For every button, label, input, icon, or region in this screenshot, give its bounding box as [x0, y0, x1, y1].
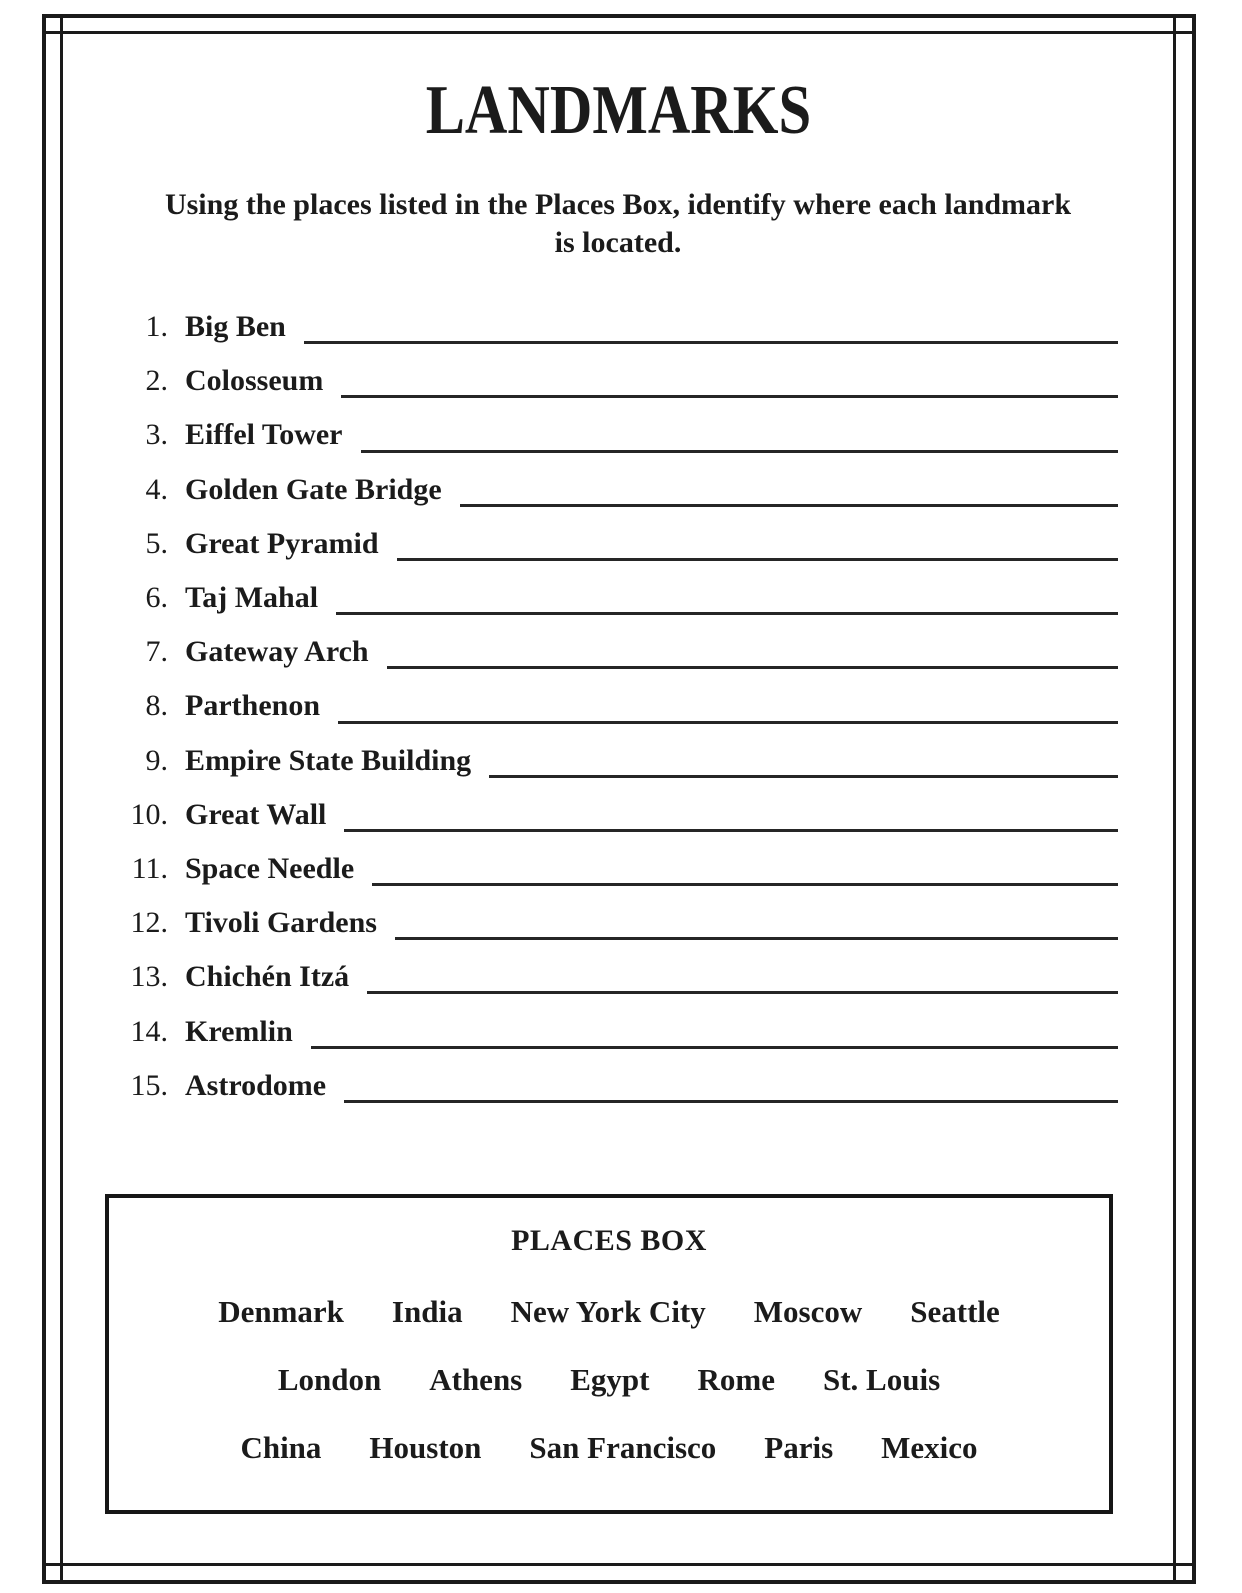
question-number: 8. — [145, 689, 168, 723]
answer-blank-line — [367, 991, 1118, 994]
question-label: Kremlin — [185, 1014, 293, 1048]
question-number: 7. — [145, 635, 168, 669]
answer-blank-line — [341, 395, 1118, 398]
answer-blank-line — [336, 612, 1118, 615]
place-name: Athens — [429, 1362, 523, 1397]
places-row — [109, 1294, 1109, 1330]
question-number: 11. — [131, 851, 168, 885]
question-label: Chichén Itzá — [185, 960, 350, 994]
question-number: 1. — [145, 310, 168, 344]
question-row — [100, 625, 1118, 679]
answer-blank-line — [460, 504, 1118, 507]
question-number: 14. — [130, 1014, 168, 1048]
question-row — [100, 571, 1118, 625]
place-name: Egypt — [570, 1362, 650, 1397]
page-title — [63, 72, 1173, 149]
question-number: 2. — [145, 364, 168, 398]
place-name: China — [240, 1430, 322, 1465]
answer-blank-line — [489, 775, 1118, 778]
question-label: Parthenon — [185, 689, 320, 723]
question-label: Tivoli Gardens — [185, 906, 377, 940]
answer-blank-line — [344, 1100, 1118, 1103]
question-row — [100, 788, 1118, 842]
question-number: 13. — [130, 960, 168, 994]
question-list — [100, 300, 1118, 1113]
page-title-text: LANDMARKS — [425, 72, 811, 149]
question-label: Eiffel Tower — [185, 418, 343, 452]
page-border-inner-top — [42, 31, 1196, 34]
answer-blank-line — [311, 1046, 1118, 1049]
answer-blank-line — [372, 883, 1118, 886]
question-number: 6. — [145, 581, 168, 615]
page-border-inner-left — [60, 14, 63, 1584]
place-name: New York City — [510, 1294, 706, 1329]
answer-blank-line — [397, 558, 1118, 561]
instructions-line-2: is located. — [554, 226, 682, 259]
places-row — [109, 1362, 1109, 1398]
question-number: 9. — [145, 743, 168, 777]
question-number: 4. — [145, 472, 168, 506]
question-label: Space Needle — [185, 851, 355, 885]
question-row — [100, 300, 1118, 354]
place-name: Seattle — [910, 1294, 1000, 1329]
place-name: India — [391, 1294, 463, 1329]
places-box — [105, 1194, 1113, 1514]
place-name: London — [277, 1362, 382, 1397]
answer-blank-line — [344, 829, 1118, 832]
question-row — [100, 1004, 1118, 1058]
places-row — [109, 1430, 1109, 1466]
place-name: Houston — [369, 1430, 482, 1465]
place-name: Rome — [697, 1362, 775, 1397]
question-number: 12. — [130, 906, 168, 940]
question-row — [100, 679, 1118, 733]
question-label: Astrodome — [185, 1068, 327, 1102]
question-label: Taj Mahal — [185, 581, 319, 615]
place-name: Denmark — [218, 1294, 344, 1329]
question-row — [100, 463, 1118, 517]
instructions — [90, 186, 1146, 262]
question-row — [100, 842, 1118, 896]
question-label: Empire State Building — [185, 743, 472, 777]
question-label: Gateway Arch — [185, 635, 369, 669]
place-name: Mexico — [881, 1430, 978, 1465]
page-border-inner-bottom — [42, 1563, 1196, 1566]
question-row — [100, 950, 1118, 1004]
question-row — [100, 517, 1118, 571]
answer-blank-line — [338, 721, 1118, 724]
place-name: St. Louis — [822, 1362, 941, 1397]
page-border-inner-right — [1173, 14, 1176, 1584]
place-name: Paris — [764, 1430, 834, 1465]
question-label: Great Wall — [185, 797, 327, 831]
answer-blank-line — [361, 450, 1119, 453]
instructions-line-1: Using the places listed in the Places Box, identify where each landmark — [164, 188, 1072, 221]
question-number: 3. — [145, 418, 168, 452]
answer-blank-line — [387, 666, 1118, 669]
question-row — [100, 408, 1118, 462]
question-label: Colosseum — [185, 364, 324, 398]
question-number: 5. — [145, 526, 168, 560]
question-row — [100, 354, 1118, 408]
question-row — [100, 896, 1118, 950]
place-name: San Francisco — [529, 1430, 717, 1465]
places-box-title: PLACES BOX — [511, 1224, 707, 1257]
question-row — [100, 1059, 1118, 1113]
question-number: 15. — [130, 1068, 168, 1102]
question-label: Big Ben — [185, 310, 286, 344]
question-label: Great Pyramid — [185, 526, 379, 560]
question-number: 10. — [130, 797, 168, 831]
question-label: Golden Gate Bridge — [185, 472, 442, 506]
answer-blank-line — [304, 341, 1118, 344]
answer-blank-line — [395, 937, 1118, 940]
place-name: Moscow — [753, 1294, 863, 1329]
question-row — [100, 734, 1118, 788]
